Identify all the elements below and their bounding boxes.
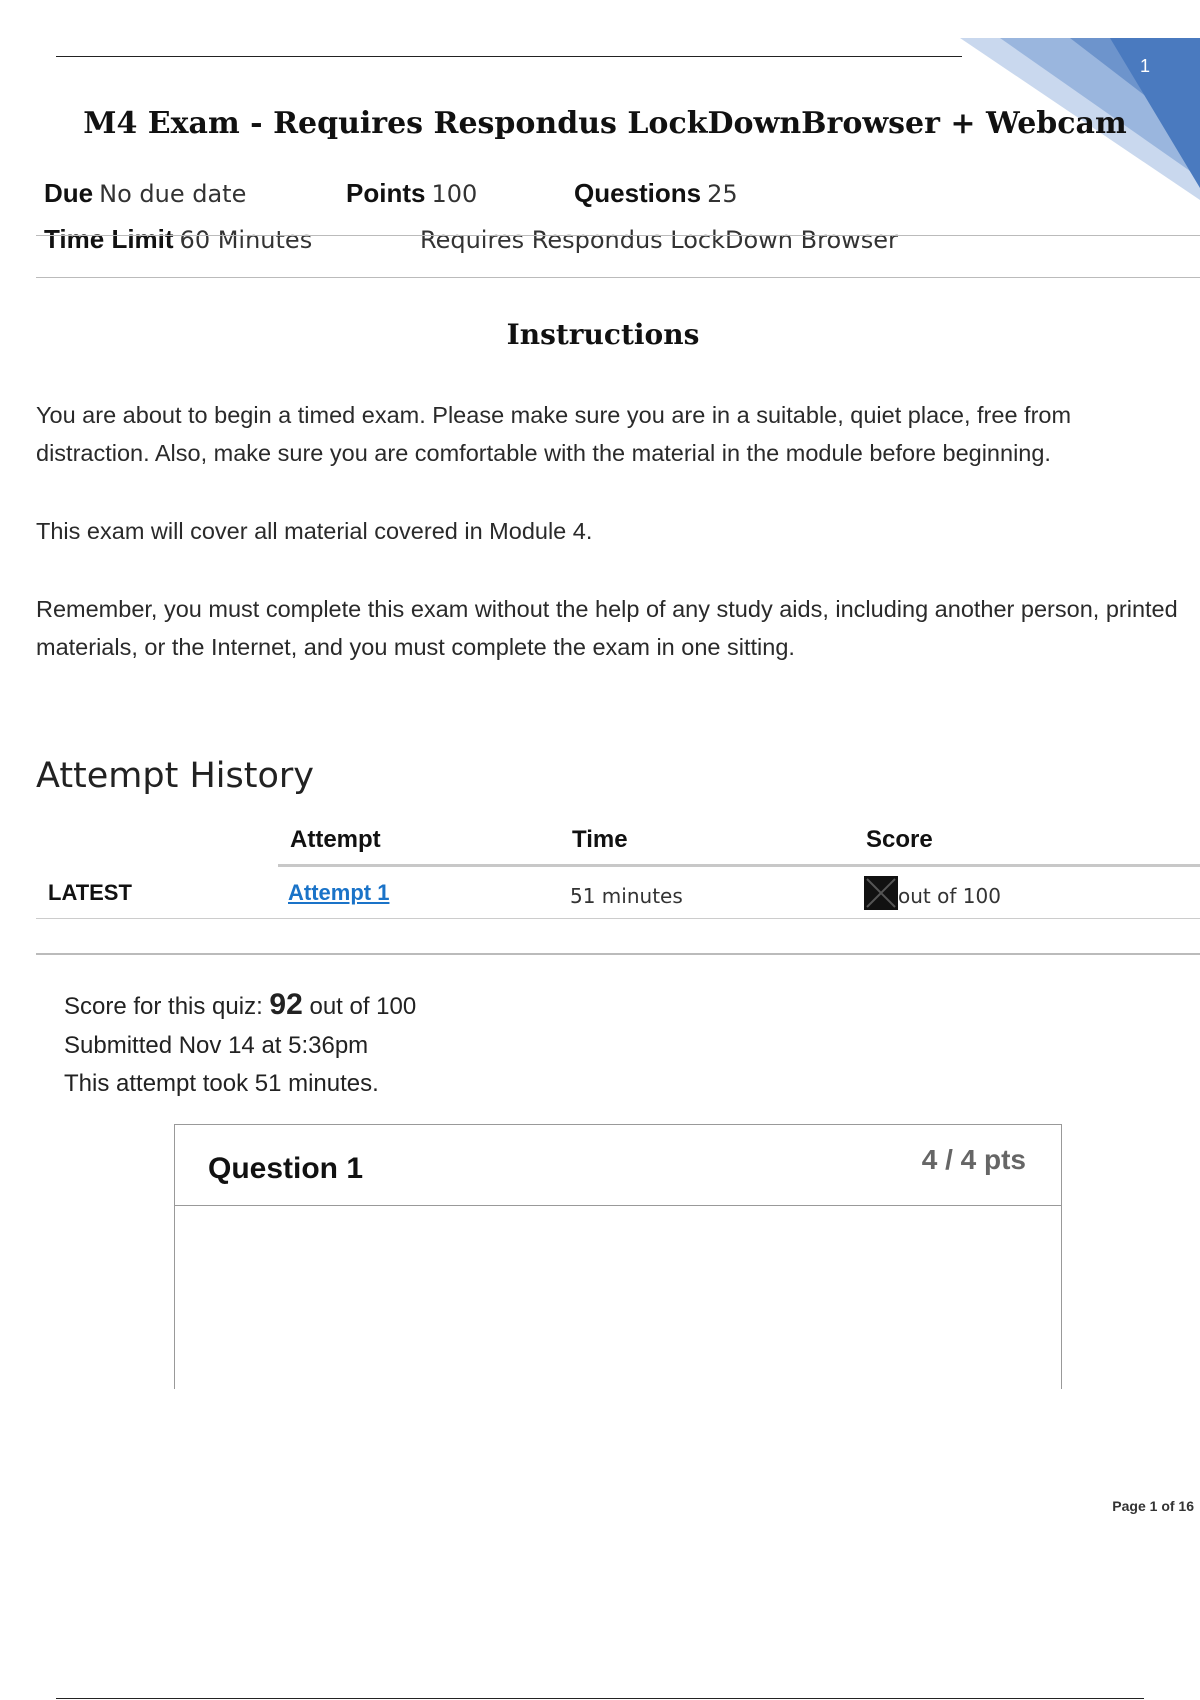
top-rule bbox=[56, 56, 962, 57]
column-header-attempt: Attempt bbox=[290, 826, 381, 853]
page-footer: Page 1 of 16 bbox=[1112, 1498, 1194, 1514]
attempt-history-title: Attempt History bbox=[36, 756, 314, 796]
attempt-time: 51 minutes bbox=[570, 884, 683, 908]
table-header-rule bbox=[278, 864, 1200, 867]
exam-title: M4 Exam - Requires Respondus LockDownBrowser + Webcam bbox=[83, 106, 1127, 141]
question-title: Question 1 bbox=[208, 1152, 364, 1185]
time-limit-value: 60 Minutes bbox=[179, 226, 313, 254]
questions-label: Questions bbox=[574, 178, 702, 208]
due-field bbox=[44, 178, 246, 209]
lockdown-note: Requires Respondus LockDown Browser bbox=[420, 226, 898, 254]
meta-rule bbox=[36, 235, 1200, 236]
attempt-score: out of 100 bbox=[898, 884, 1001, 908]
instructions-paragraph: You are about to begin a timed exam. Please make sure you are in a suitable, quiet place, free from distraction. Also, make sure you are comfortable with the material in the module before beginning. bbox=[36, 402, 1072, 466]
broken-image-icon bbox=[864, 876, 898, 910]
bottom-rule bbox=[56, 1698, 1144, 1699]
points-field bbox=[346, 178, 477, 209]
instructions-title: Instructions bbox=[506, 318, 700, 351]
points-label: Points bbox=[346, 178, 426, 208]
points-value: 100 bbox=[431, 180, 478, 208]
attempt-link[interactable]: Attempt 1 bbox=[288, 880, 390, 905]
submitted-time: Submitted Nov 14 at 5:36pm bbox=[64, 1032, 369, 1059]
attempt-duration: This attempt took 51 minutes. bbox=[64, 1070, 379, 1097]
instructions-paragraph: Remember, you must complete this exam without the help of any study aids, including another person, printed materials, or the Internet, and you must complete the exam in one sitting. bbox=[36, 596, 1178, 660]
column-header-time: Time bbox=[572, 826, 628, 853]
meta-rule-bottom bbox=[36, 277, 1200, 278]
question-header-rule bbox=[174, 1205, 1062, 1206]
column-header-score: Score bbox=[866, 826, 933, 853]
due-label: Due bbox=[44, 178, 94, 208]
due-value: No due date bbox=[99, 180, 247, 208]
latest-badge: LATEST bbox=[48, 880, 132, 905]
time-limit-field bbox=[44, 224, 312, 255]
time-limit-label: Time Limit bbox=[44, 224, 174, 254]
page-number: 1 bbox=[1140, 56, 1151, 76]
question-points: 4 / 4 pts bbox=[921, 1144, 1026, 1175]
questions-value: 25 bbox=[707, 180, 738, 208]
quiz-score: Score for this quiz: 92 out of 100 bbox=[64, 988, 417, 1021]
instructions-paragraph: This exam will cover all material covered in Module 4. bbox=[36, 518, 593, 544]
questions-field bbox=[574, 178, 738, 209]
quiz-score-value: 92 bbox=[269, 988, 303, 1021]
section-rule bbox=[36, 953, 1200, 955]
table-row-rule bbox=[36, 918, 1200, 919]
